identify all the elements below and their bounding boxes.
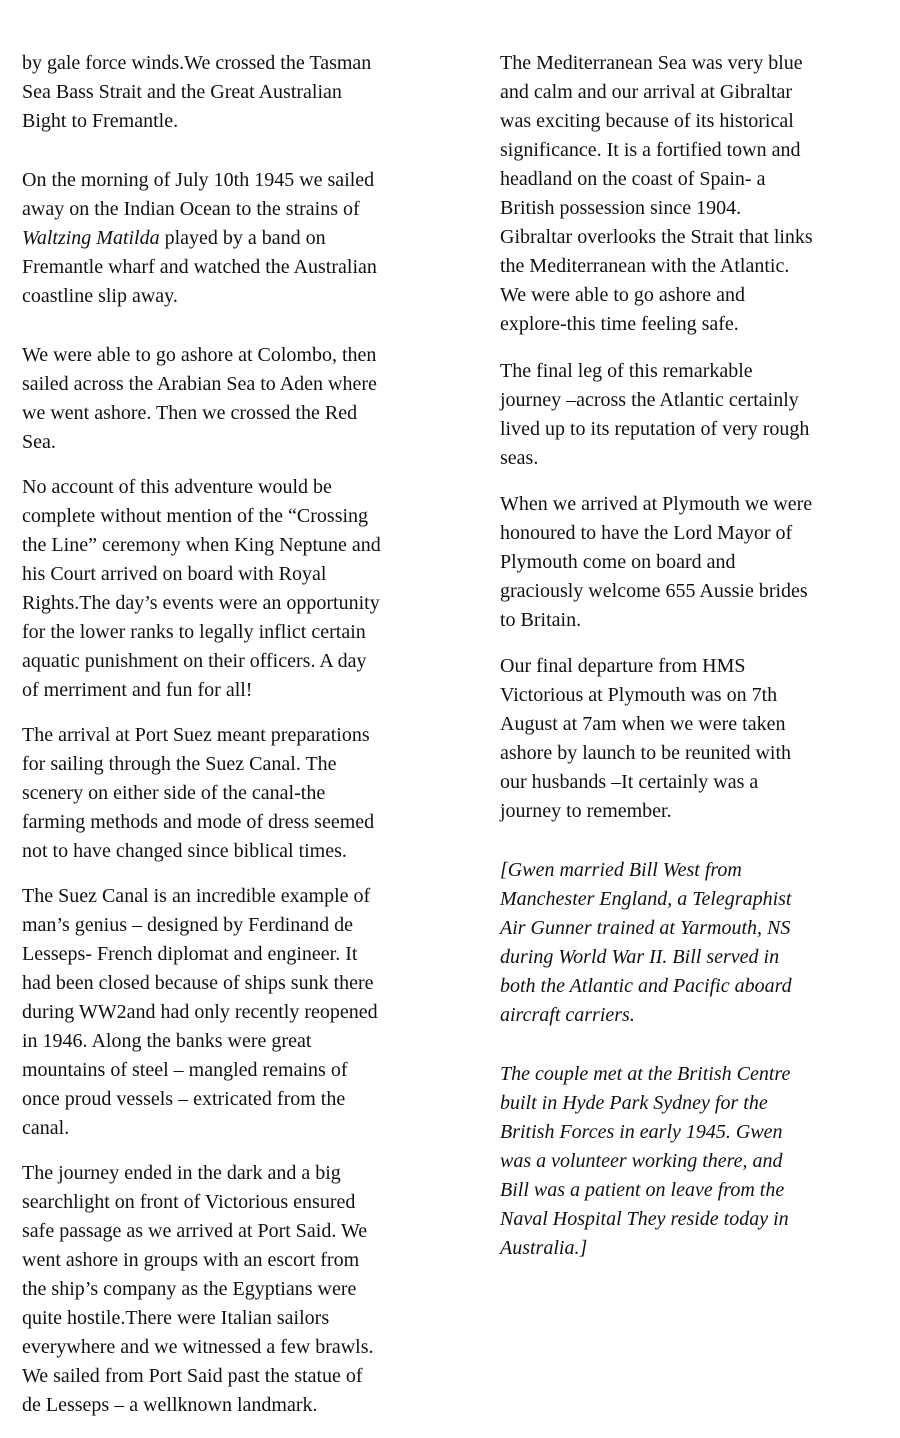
right-column	[500, 49, 888, 1281]
paragraph-tasman: by gale force winds.We crossed the Tasman Sea Bass Strait and the Great Australian Bight to Fremantle.	[22, 52, 372, 132]
paragraph-departure: Our final departure from HMS Victorious at Plymouth was on 7th August at 7am when we were taken ashore by launch to be reunited with our husbands –It certainly was a journey to remember.	[500, 655, 792, 822]
note-gwen-married: [Gwen married Bill West from Manchester England, a Telegraphist Air Gunner trained at Yarmouth, NS during World War II. Bill served in both the Atlantic and Pacific aboard aircraft carriers.	[500, 859, 792, 1026]
paragraph-atlantic: The final leg of this remarkable journey –across the Atlantic certainly lived up to its reputation of very rough seas.	[500, 360, 810, 469]
paragraph-port-said: The journey ended in the dark and a big searchlight on front of Victorious ensured safe passage as we arrived at Port Said. We went ashore in groups with an escort from the ship’s company as the Egyptians were quite hostile.There were Italian sailors everywhere and we witnessed a few brawls. We sailed from Port Said past the statue of de Lesseps – a wellknown landmark.	[22, 1162, 374, 1416]
paragraph-colombo: We were able to go ashore at Colombo, then sailed across the Arabian Sea to Aden where we went ashore. Then we crossed the Red Sea.	[22, 344, 377, 453]
paragraph-indian-ocean	[22, 166, 462, 311]
paragraph-crossing-the-line: No account of this adventure would be complete without mention of the “Crossing the Line” ceremony when King Neptune and his Court arrived on board with Royal Rights.The day’s events were an opportunity for the lower ranks to legally inflict certain aquatic punishment on their officers. A day of merriment and fun for all!	[22, 476, 381, 701]
paragraph-plymouth: When we arrived at Plymouth we were honoured to have the Lord Mayor of Plymouth come on board and graciously welcome 655 Aussie brides to Britain.	[500, 493, 813, 631]
song-title: Waltzing Matilda	[22, 227, 160, 249]
paragraph-indian-ocean-end: played by a band on Fremantle wharf and watched the Australian coastline slip away.	[22, 227, 377, 307]
left-column	[22, 49, 462, 1438]
paragraph-port-suez: The arrival at Port Suez meant preparations for sailing through the Suez Canal. The scenery on either side of the canal-the farming methods and mode of dress seemed not to have changed since biblical times.	[22, 724, 375, 862]
paragraph-gibraltar: The Mediterranean Sea was very blue and calm and our arrival at Gibraltar was exciting because of its historical significance. It is a fortified town and headland on the coast of Spain- a British possession since 1904. Gibraltar overlooks the Strait that links the Mediterranean with the Atlantic. We were able to go ashore and explore-this time feeling safe.	[500, 52, 813, 335]
note-couple-met: The couple met at the British Centre built in Hyde Park Sydney for the British Forces in early 1945. Gwen was a volunteer working there, and Bill was a patient on leave from the Naval Hospital They reside today in Australia.]	[500, 1063, 791, 1259]
paragraph-indian-ocean-start: On the morning of July 10th 1945 we sailed away on the Indian Ocean to the strains of	[22, 169, 375, 220]
paragraph-suez-canal: The Suez Canal is an incredible example of man’s genius – designed by Ferdinand de Lesseps- French diplomat and engineer. It had been closed because of ships sunk there during WW2and had only recently reopened in 1946. Along the banks were great mountains of steel – mangled remains of once proud vessels – extricated from the canal.	[22, 885, 378, 1139]
